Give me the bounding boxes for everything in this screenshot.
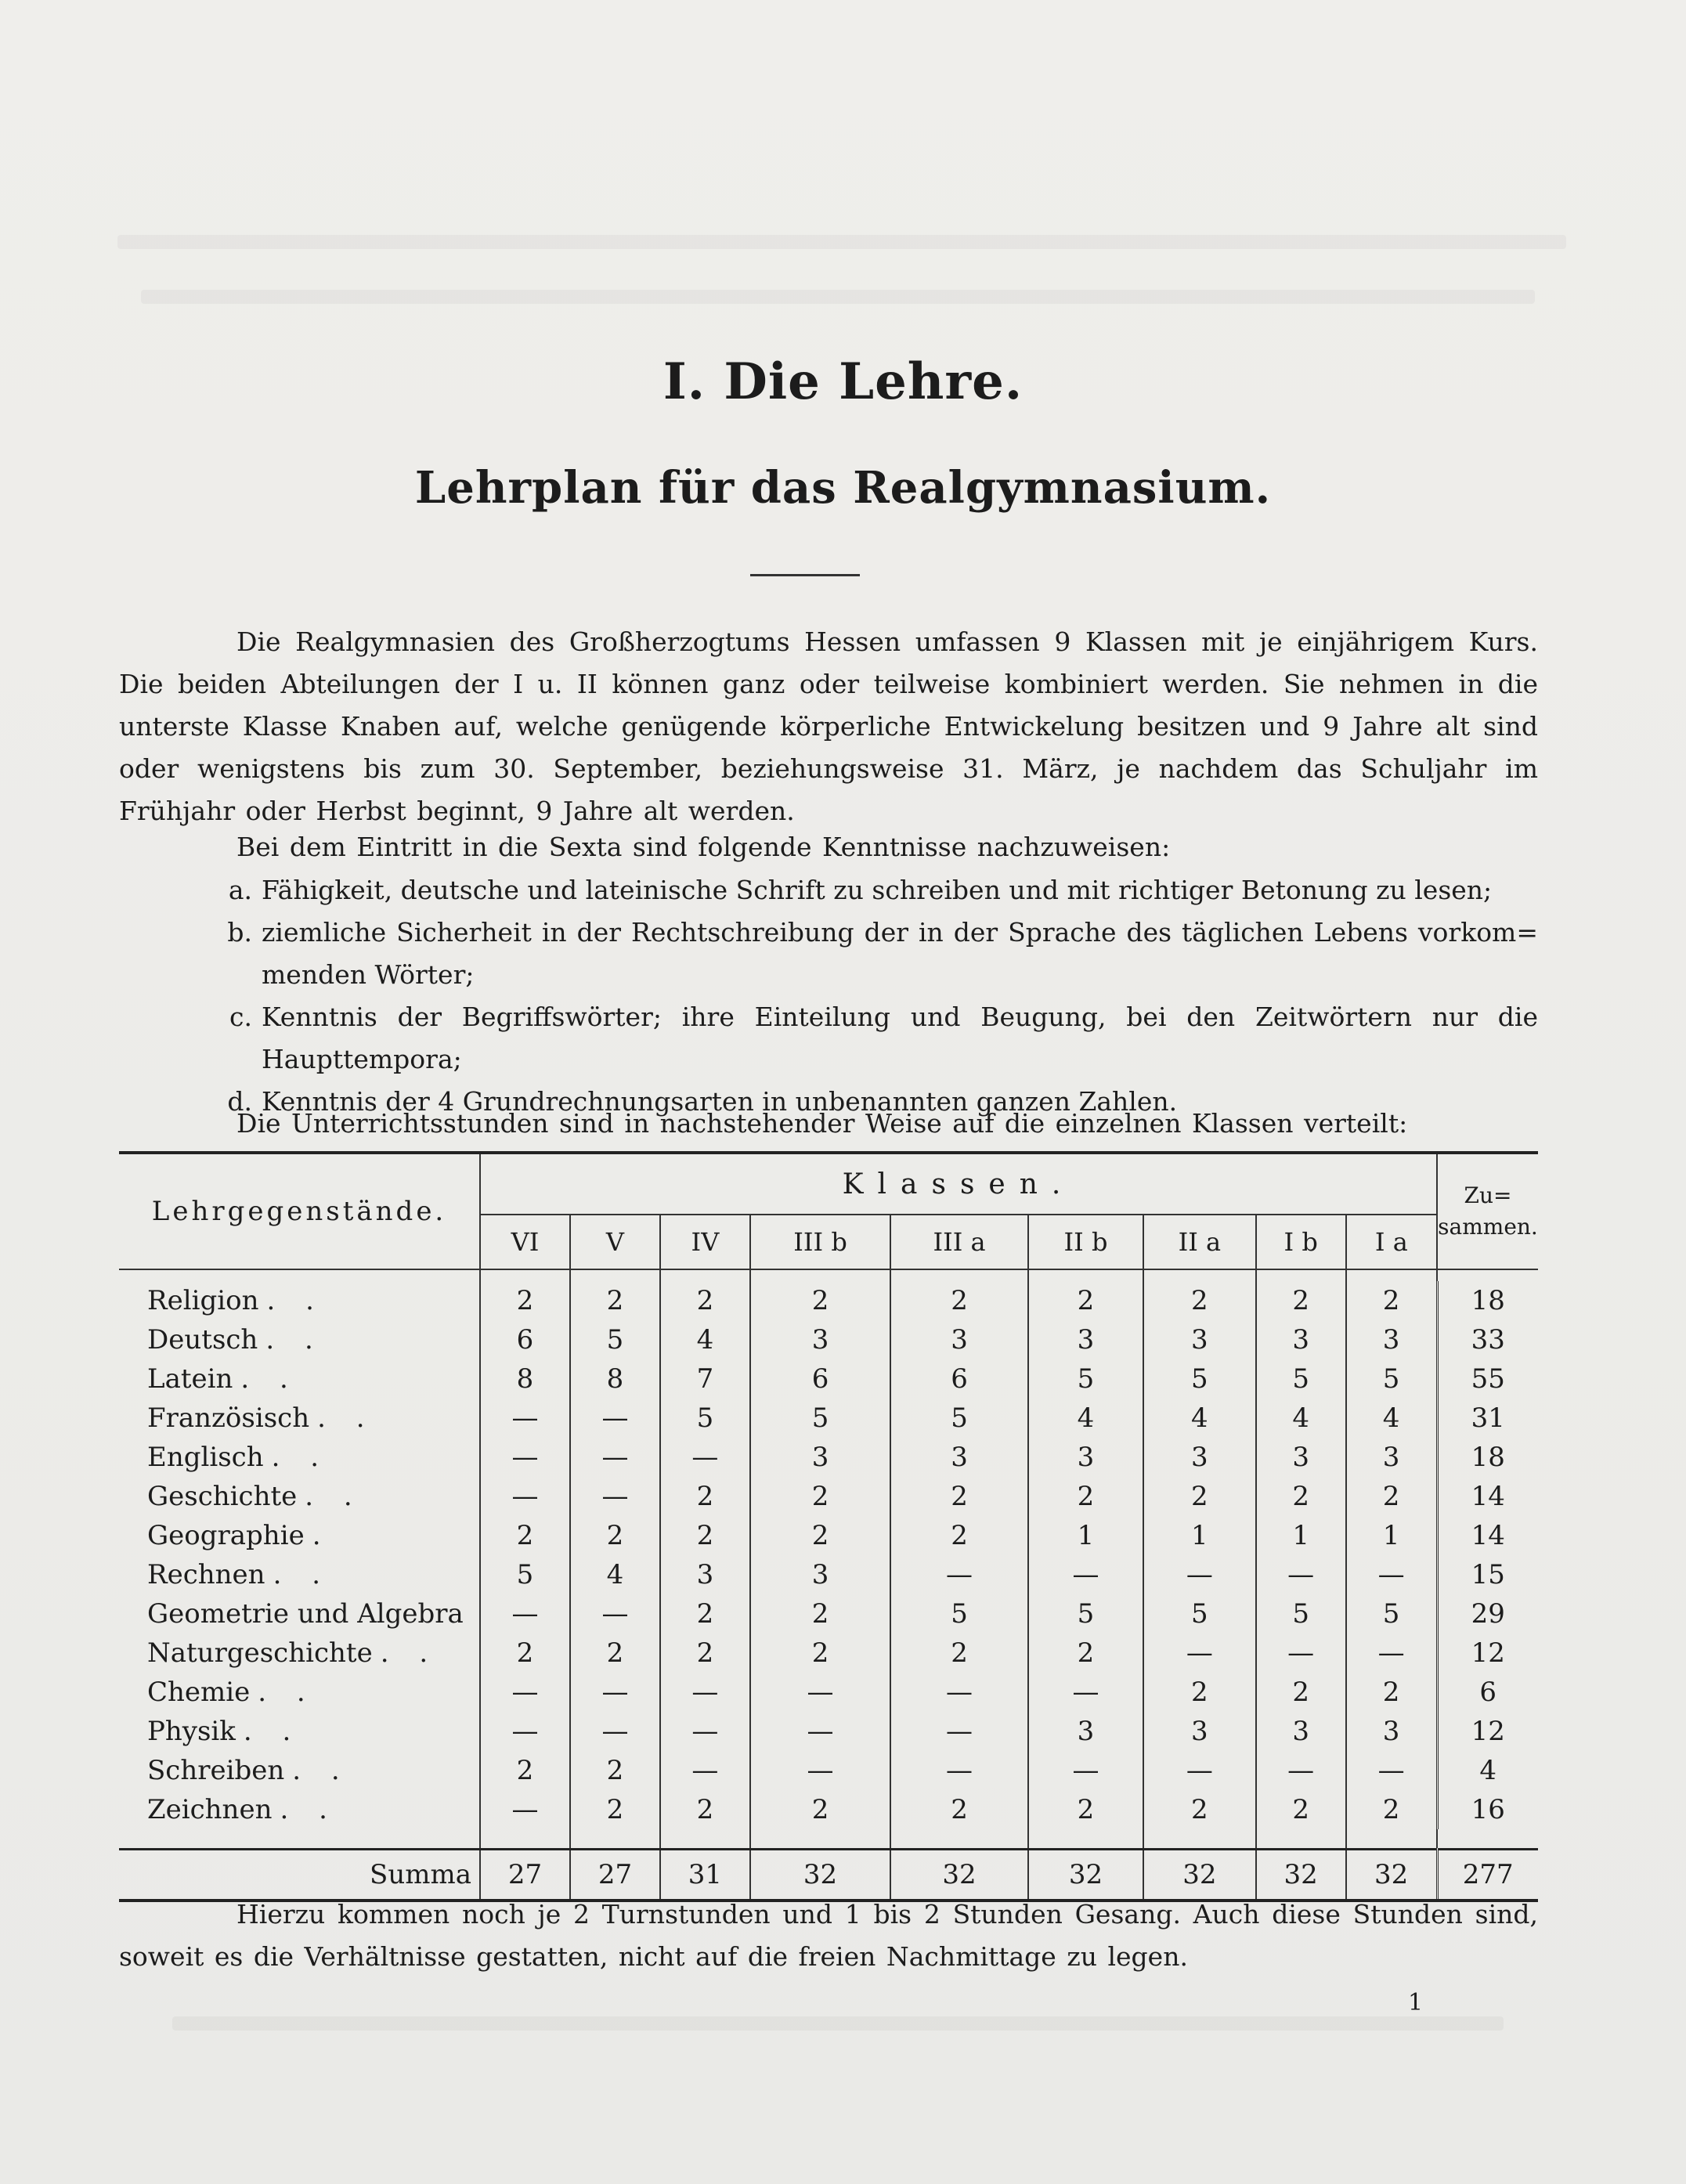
row-total-cell: 29 bbox=[1437, 1594, 1538, 1633]
hours-cell: 5 bbox=[1028, 1359, 1143, 1399]
hours-cell: — bbox=[1256, 1751, 1346, 1790]
hours-cell: 3 bbox=[1028, 1712, 1143, 1751]
subject-name: Geographie bbox=[147, 1520, 305, 1551]
hours-cell: — bbox=[1346, 1633, 1437, 1673]
hours-cell: 5 bbox=[890, 1399, 1028, 1438]
hours-cell: — bbox=[1028, 1673, 1143, 1712]
hours-cell: 3 bbox=[1346, 1438, 1437, 1477]
hours-cell: — bbox=[480, 1438, 570, 1477]
hours-cell: 3 bbox=[890, 1438, 1028, 1477]
hours-cell: 2 bbox=[750, 1477, 890, 1516]
hours-cell: 5 bbox=[1256, 1359, 1346, 1399]
hours-cell: 4 bbox=[1143, 1399, 1256, 1438]
hours-cell: — bbox=[1143, 1555, 1256, 1594]
subject-cell bbox=[119, 1751, 480, 1790]
table-row bbox=[119, 1438, 1538, 1477]
subject-cell bbox=[119, 1633, 480, 1673]
page-subheading: Lehrplan für das Realgymnasium. bbox=[414, 462, 1272, 514]
table-intro: Die Unterrichtsstunden sind in nachstehender Weise auf die einzelnen Klassen verteilt: bbox=[236, 1108, 1408, 1139]
row-total-cell: 31 bbox=[1437, 1399, 1538, 1438]
hours-cell: — bbox=[480, 1399, 570, 1438]
leader-dots: . . bbox=[240, 1363, 299, 1395]
hours-cell: — bbox=[480, 1477, 570, 1516]
hours-cell: 2 bbox=[480, 1751, 570, 1790]
intro-paragraph: Die Realgymnasien des Großherzogtums Hessen umfassen 9 Klassen mit je einjährigem Kurs. Die beiden Abteilungen der I u. II können ganz oder teilweise kombiniert werden. Sie nehmen in die unterste Klasse Knaben auf, welche genügende körperliche Entwickelung besitzen und 9 Jahre alt sind oder wenigstens bis zum 30. September, beziehungsweise 31. März, je nachdem das Schuljahr im Frühjahr oder Herbst beginnt, 9 Jahre alt werden. bbox=[119, 626, 1538, 826]
class-header: I b bbox=[1256, 1215, 1346, 1269]
hours-cell: — bbox=[570, 1673, 660, 1712]
subject-name: Zeichnen bbox=[147, 1794, 273, 1825]
table-row bbox=[119, 1633, 1538, 1673]
hours-cell: 3 bbox=[750, 1555, 890, 1594]
grand-total-cell: 277 bbox=[1437, 1850, 1538, 1901]
leader-dots: . . bbox=[292, 1755, 351, 1786]
hours-cell: 6 bbox=[480, 1320, 570, 1359]
row-total-cell: 14 bbox=[1437, 1516, 1538, 1555]
hours-cell: — bbox=[1143, 1751, 1256, 1790]
table-row bbox=[119, 1359, 1538, 1399]
subject-cell bbox=[119, 1555, 480, 1594]
hours-cell: 2 bbox=[1143, 1477, 1256, 1516]
requirement-letter: a. bbox=[228, 875, 252, 905]
subject-name: Naturgeschichte bbox=[147, 1637, 373, 1669]
hours-cell: — bbox=[1256, 1633, 1346, 1673]
hours-cell: — bbox=[480, 1673, 570, 1712]
row-total-cell: 12 bbox=[1437, 1712, 1538, 1751]
row-total-cell: 6 bbox=[1437, 1673, 1538, 1712]
class-header: II a bbox=[1143, 1215, 1256, 1269]
subject-name: Religion bbox=[147, 1285, 259, 1316]
row-total-cell: 33 bbox=[1437, 1320, 1538, 1359]
table-row bbox=[119, 1751, 1538, 1790]
hours-cell: 3 bbox=[1143, 1712, 1256, 1751]
class-header: IV bbox=[660, 1215, 750, 1269]
hours-cell: 3 bbox=[1256, 1320, 1346, 1359]
hours-cell: — bbox=[1256, 1555, 1346, 1594]
hours-cell: 6 bbox=[750, 1359, 890, 1399]
hours-cell: 4 bbox=[1256, 1399, 1346, 1438]
hours-cell: 2 bbox=[660, 1633, 750, 1673]
bleed-through bbox=[117, 235, 1566, 249]
hours-cell: — bbox=[750, 1673, 890, 1712]
hours-cell: 5 bbox=[660, 1399, 750, 1438]
hours-cell: 3 bbox=[750, 1438, 890, 1477]
hours-cell: 2 bbox=[1256, 1281, 1346, 1320]
hours-cell: 2 bbox=[1346, 1790, 1437, 1829]
hours-cell: 3 bbox=[1346, 1712, 1437, 1751]
page-number: 1 bbox=[1408, 1989, 1424, 2016]
sum-cell: 31 bbox=[660, 1850, 750, 1901]
hours-cell: — bbox=[570, 1477, 660, 1516]
subject-name: Englisch bbox=[147, 1442, 264, 1473]
hours-cell: 3 bbox=[1256, 1712, 1346, 1751]
hours-cell: 3 bbox=[890, 1320, 1028, 1359]
requirement-letter: c. bbox=[229, 1002, 252, 1032]
hours-cell: 2 bbox=[1256, 1673, 1346, 1712]
table-row bbox=[119, 1281, 1538, 1320]
requirement-text: Fähigkeit, deutsche und lateinische Schrift zu schreiben und mit richtiger Betonung zu lesen; bbox=[262, 875, 1493, 905]
hours-cell: 2 bbox=[890, 1790, 1028, 1829]
knowledge-intro: Bei dem Eintritt in die Sexta sind folgende Kenntnisse nachzuweisen: bbox=[236, 832, 1171, 862]
row-total-cell: 12 bbox=[1437, 1633, 1538, 1673]
class-header: III b bbox=[750, 1215, 890, 1269]
hours-cell: — bbox=[570, 1712, 660, 1751]
hours-cell: 2 bbox=[570, 1751, 660, 1790]
leader-dots: . . bbox=[305, 1481, 363, 1512]
hours-cell: — bbox=[570, 1399, 660, 1438]
hours-cell: 5 bbox=[1028, 1594, 1143, 1633]
hours-cell: 5 bbox=[570, 1320, 660, 1359]
hours-cell: 3 bbox=[1028, 1320, 1143, 1359]
hours-cell: 2 bbox=[1346, 1477, 1437, 1516]
row-total-cell: 15 bbox=[1437, 1555, 1538, 1594]
sum-cell: 27 bbox=[480, 1850, 570, 1901]
row-total-cell: 4 bbox=[1437, 1751, 1538, 1790]
hours-cell: — bbox=[660, 1712, 750, 1751]
sum-cell: 32 bbox=[1346, 1850, 1437, 1901]
hours-cell: 5 bbox=[1346, 1359, 1437, 1399]
hours-cell: 1 bbox=[1028, 1516, 1143, 1555]
subject-cell bbox=[119, 1281, 480, 1320]
hours-cell: — bbox=[750, 1712, 890, 1751]
row-total-cell: 14 bbox=[1437, 1477, 1538, 1516]
subject-cell bbox=[119, 1712, 480, 1751]
requirement-text: Kenntnis der 4 Grundrechnungsarten in unbenannten ganzen Zahlen. bbox=[262, 1086, 1178, 1117]
hours-cell: — bbox=[890, 1555, 1028, 1594]
subject-name: Rechnen bbox=[147, 1559, 265, 1590]
subject-cell bbox=[119, 1594, 480, 1633]
sum-cell: 32 bbox=[750, 1850, 890, 1901]
hours-cell: 2 bbox=[890, 1281, 1028, 1320]
hours-cell: 2 bbox=[1143, 1790, 1256, 1829]
bleed-through bbox=[172, 2016, 1504, 2031]
hours-cell: 5 bbox=[1143, 1594, 1256, 1633]
subject-name: Deutsch bbox=[147, 1324, 258, 1356]
hours-cell: 4 bbox=[570, 1555, 660, 1594]
hours-cell: — bbox=[1346, 1751, 1437, 1790]
hours-cell: 4 bbox=[1346, 1399, 1437, 1438]
subject-name: Physik bbox=[147, 1716, 236, 1747]
hours-cell: 2 bbox=[1028, 1633, 1143, 1673]
leader-dots: . . bbox=[273, 1559, 332, 1590]
requirement-item bbox=[205, 869, 1538, 912]
hours-cell: 7 bbox=[660, 1359, 750, 1399]
hours-cell: — bbox=[480, 1712, 570, 1751]
hours-cell: 2 bbox=[1256, 1790, 1346, 1829]
subject-name: Chemie bbox=[147, 1677, 251, 1708]
hours-cell: — bbox=[570, 1594, 660, 1633]
classes-header: Klassen. bbox=[480, 1153, 1437, 1215]
hours-cell: 2 bbox=[1143, 1673, 1256, 1712]
row-total-cell: 16 bbox=[1437, 1790, 1538, 1829]
class-header: III a bbox=[890, 1215, 1028, 1269]
spacer-row bbox=[119, 1269, 1538, 1281]
subject-cell bbox=[119, 1399, 480, 1438]
hours-cell: 2 bbox=[750, 1633, 890, 1673]
hours-cell: 2 bbox=[890, 1477, 1028, 1516]
hours-cell: 2 bbox=[570, 1790, 660, 1829]
leader-dots: . . bbox=[380, 1637, 439, 1669]
subject-name: Geometrie und Algebra bbox=[147, 1598, 464, 1630]
hours-cell: 1 bbox=[1346, 1516, 1437, 1555]
hours-cell: 5 bbox=[1143, 1359, 1256, 1399]
subject-name: Latein bbox=[147, 1363, 233, 1395]
hours-cell: — bbox=[890, 1673, 1028, 1712]
leader-dots: . . bbox=[271, 1442, 330, 1473]
hours-cell: 2 bbox=[570, 1281, 660, 1320]
sum-cell: 32 bbox=[1143, 1850, 1256, 1901]
subject-name: Schreiben bbox=[147, 1755, 285, 1786]
hours-cell: — bbox=[890, 1712, 1028, 1751]
table-row bbox=[119, 1320, 1538, 1359]
hours-cell: 3 bbox=[1143, 1438, 1256, 1477]
hours-cell: 2 bbox=[1256, 1477, 1346, 1516]
hours-cell: — bbox=[570, 1438, 660, 1477]
hours-cell: 2 bbox=[1346, 1281, 1437, 1320]
table-row bbox=[119, 1790, 1538, 1829]
hours-cell: — bbox=[1346, 1555, 1437, 1594]
hours-cell: — bbox=[890, 1751, 1028, 1790]
class-header: II b bbox=[1028, 1215, 1143, 1269]
leader-dots: . . bbox=[258, 1677, 316, 1708]
hours-cell: 6 bbox=[890, 1359, 1028, 1399]
hours-cell: 2 bbox=[660, 1516, 750, 1555]
leader-dots: . . bbox=[265, 1324, 324, 1356]
sum-label: Summa bbox=[119, 1850, 480, 1901]
subject-cell bbox=[119, 1790, 480, 1829]
hours-cell: — bbox=[480, 1790, 570, 1829]
hours-cell: — bbox=[1143, 1633, 1256, 1673]
leader-dots: . . bbox=[266, 1285, 325, 1316]
subject-cell bbox=[119, 1438, 480, 1477]
hours-cell: 3 bbox=[660, 1555, 750, 1594]
table-row bbox=[119, 1673, 1538, 1712]
total-column-header: Zu= sammen. bbox=[1437, 1153, 1538, 1269]
hours-cell: 2 bbox=[1028, 1281, 1143, 1320]
row-total-cell: 18 bbox=[1437, 1438, 1538, 1477]
table-row bbox=[119, 1399, 1538, 1438]
table-row bbox=[119, 1594, 1538, 1633]
hours-cell: 5 bbox=[1256, 1594, 1346, 1633]
hours-cell: 2 bbox=[1143, 1281, 1256, 1320]
hours-cell: — bbox=[660, 1438, 750, 1477]
subject-name: Französisch bbox=[147, 1402, 310, 1434]
hours-cell: — bbox=[660, 1751, 750, 1790]
curriculum-table bbox=[119, 1151, 1538, 1902]
requirement-letter: b. bbox=[227, 917, 252, 948]
hours-cell: 3 bbox=[1143, 1320, 1256, 1359]
hours-cell: 2 bbox=[570, 1516, 660, 1555]
hours-cell: 2 bbox=[750, 1594, 890, 1633]
hours-cell: 2 bbox=[660, 1281, 750, 1320]
leader-dots: . . bbox=[280, 1794, 338, 1825]
hours-cell: 3 bbox=[1028, 1438, 1143, 1477]
hours-cell: 5 bbox=[750, 1399, 890, 1438]
class-header: I a bbox=[1346, 1215, 1437, 1269]
subject-column-header: Lehrgegenstände. bbox=[119, 1153, 480, 1269]
hours-cell: — bbox=[750, 1751, 890, 1790]
hours-cell: 2 bbox=[660, 1790, 750, 1829]
hours-cell: 8 bbox=[480, 1359, 570, 1399]
section-divider bbox=[750, 574, 860, 576]
hours-cell: 2 bbox=[1028, 1790, 1143, 1829]
page-heading: I. Die Lehre. bbox=[662, 352, 1024, 411]
hours-cell: 4 bbox=[660, 1320, 750, 1359]
hours-cell: 2 bbox=[480, 1516, 570, 1555]
hours-cell: 3 bbox=[1256, 1438, 1346, 1477]
hours-cell: 5 bbox=[480, 1555, 570, 1594]
hours-cell: 2 bbox=[660, 1477, 750, 1516]
hours-cell: 2 bbox=[890, 1516, 1028, 1555]
table-row bbox=[119, 1712, 1538, 1751]
sum-cell: 32 bbox=[890, 1850, 1028, 1901]
hours-cell: 3 bbox=[1346, 1320, 1437, 1359]
class-header: V bbox=[570, 1215, 660, 1269]
hours-cell: 2 bbox=[660, 1594, 750, 1633]
hours-cell: 2 bbox=[750, 1790, 890, 1829]
leader-dots: . bbox=[312, 1520, 332, 1551]
sum-cell: 32 bbox=[1028, 1850, 1143, 1901]
subject-cell bbox=[119, 1320, 480, 1359]
table-row bbox=[119, 1516, 1538, 1555]
hours-cell: 2 bbox=[890, 1633, 1028, 1673]
hours-cell: 2 bbox=[1346, 1673, 1437, 1712]
table-row bbox=[119, 1555, 1538, 1594]
requirement-letter: d. bbox=[227, 1086, 252, 1117]
spacer-row bbox=[119, 1829, 1538, 1850]
hours-cell: 8 bbox=[570, 1359, 660, 1399]
hours-cell: 3 bbox=[750, 1320, 890, 1359]
leader-dots: . . bbox=[243, 1716, 302, 1747]
requirement-item bbox=[205, 912, 1538, 996]
hours-cell: — bbox=[1028, 1751, 1143, 1790]
hours-cell: — bbox=[660, 1673, 750, 1712]
hours-cell: 2 bbox=[750, 1516, 890, 1555]
hours-cell: 1 bbox=[1143, 1516, 1256, 1555]
hours-cell: 2 bbox=[480, 1281, 570, 1320]
row-total-cell: 55 bbox=[1437, 1359, 1538, 1399]
requirement-text: ziemliche Sicherheit in der Rechtschreibung der in der Sprache des täglichen Lebens vorkom= menden Wörter; bbox=[262, 917, 1538, 990]
class-header: VI bbox=[480, 1215, 570, 1269]
requirement-text: Kenntnis der Begriffswörter; ihre Einteilung und Beugung, bei den Zeitwörtern nur die Haupttempora; bbox=[262, 1002, 1538, 1074]
leader-dots: . . bbox=[317, 1402, 376, 1434]
subject-cell bbox=[119, 1359, 480, 1399]
hours-cell: 5 bbox=[890, 1594, 1028, 1633]
hours-cell: 1 bbox=[1256, 1516, 1346, 1555]
row-total-cell: 18 bbox=[1437, 1281, 1538, 1320]
subject-cell bbox=[119, 1673, 480, 1712]
hours-cell: 2 bbox=[480, 1633, 570, 1673]
requirement-item bbox=[205, 996, 1538, 1081]
subject-name: Geschichte bbox=[147, 1481, 298, 1512]
sum-cell: 27 bbox=[570, 1850, 660, 1901]
table-row bbox=[119, 1477, 1538, 1516]
sum-cell: 32 bbox=[1256, 1850, 1346, 1901]
hours-cell: — bbox=[480, 1594, 570, 1633]
hours-cell: 2 bbox=[570, 1633, 660, 1673]
closing-paragraph: Hierzu kommen noch je 2 Turnstunden und 1 bis 2 Stunden Gesang. Auch diese Stunden sind, soweit es die Verhältnisse gestatten, nicht auf die freien Nachmittage zu legen. bbox=[119, 1899, 1538, 1972]
bleed-through bbox=[141, 290, 1535, 304]
hours-cell: — bbox=[1028, 1555, 1143, 1594]
hours-cell: 4 bbox=[1028, 1399, 1143, 1438]
subject-cell bbox=[119, 1477, 480, 1516]
hours-cell: 2 bbox=[750, 1281, 890, 1320]
hours-cell: 5 bbox=[1346, 1594, 1437, 1633]
hours-cell: 2 bbox=[1028, 1477, 1143, 1516]
subject-cell bbox=[119, 1516, 480, 1555]
